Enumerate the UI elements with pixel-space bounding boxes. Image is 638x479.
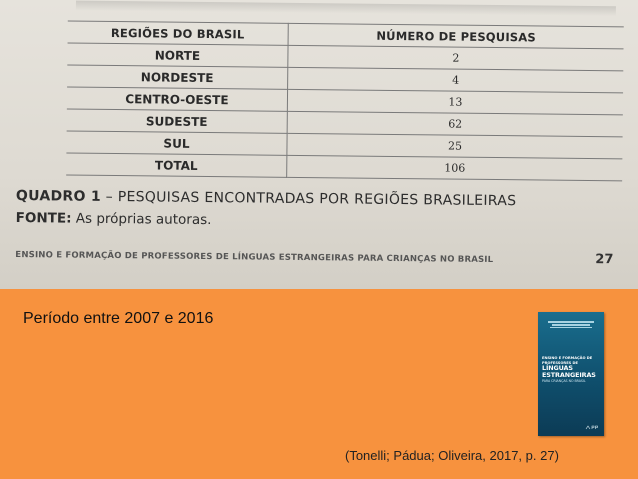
- citation-reference: (Tonelli; Pádua; Oliveira, 2017, p. 27): [345, 448, 559, 463]
- caption-title: [16, 188, 616, 210]
- cover-subtitle: ENSINO E FORMAÇÃO DE PROFESSORES DE: [542, 356, 593, 365]
- count-cell: 106: [287, 155, 623, 181]
- previous-text-bleed: [76, 1, 616, 17]
- region-cell: SUDESTE: [67, 109, 288, 133]
- region-cell: TOTAL: [66, 153, 287, 177]
- cover-title-line1: LÍNGUAS: [542, 364, 573, 372]
- region-cell: NORDESTE: [67, 65, 288, 89]
- cover-authors-placeholder: [544, 320, 598, 330]
- cover-title-line2: ESTRANGEIRAS: [542, 371, 596, 379]
- regions-table: [66, 21, 624, 182]
- page-number: 27: [595, 252, 614, 268]
- book-page: [13, 0, 626, 289]
- caption-label: QUADRO 1: [15, 188, 102, 205]
- count-cell: 62: [287, 111, 623, 137]
- column-header-count: NÚMERO DE PESQUISAS: [288, 23, 624, 49]
- caption-text: – PESQUISAS ENCONTRADAS POR REGIÕES BRASILEIRAS: [100, 188, 517, 210]
- count-cell: 2: [288, 45, 624, 71]
- count-cell: 13: [287, 89, 623, 115]
- count-cell: 4: [288, 67, 624, 93]
- period-text: Período entre 2007 e 2016: [23, 310, 214, 327]
- book-cover-image: [538, 312, 604, 436]
- caption-source: [16, 210, 616, 232]
- column-header-regions: REGIÕES DO BRASIL: [68, 21, 289, 45]
- publisher-logo-icon: [585, 425, 599, 430]
- table-caption: [16, 188, 616, 232]
- source-text: As próprias autoras.: [71, 210, 212, 229]
- running-head: ENSINO E FORMAÇÃO DE PROFESSORES DE LÍNGUAS ESTRANGEIRAS PARA CRIANÇAS NO BRASIL: [15, 250, 494, 266]
- source-label: FONTE:: [15, 210, 72, 227]
- cover-tail: PARA CRIANÇAS NO BRASIL: [542, 379, 586, 383]
- cover-title: [542, 356, 602, 383]
- region-cell: NORTE: [67, 43, 288, 67]
- count-cell: 25: [287, 133, 623, 159]
- region-cell: SUL: [66, 131, 287, 155]
- region-cell: CENTRO-OESTE: [67, 87, 288, 111]
- table-row-total: [66, 153, 622, 181]
